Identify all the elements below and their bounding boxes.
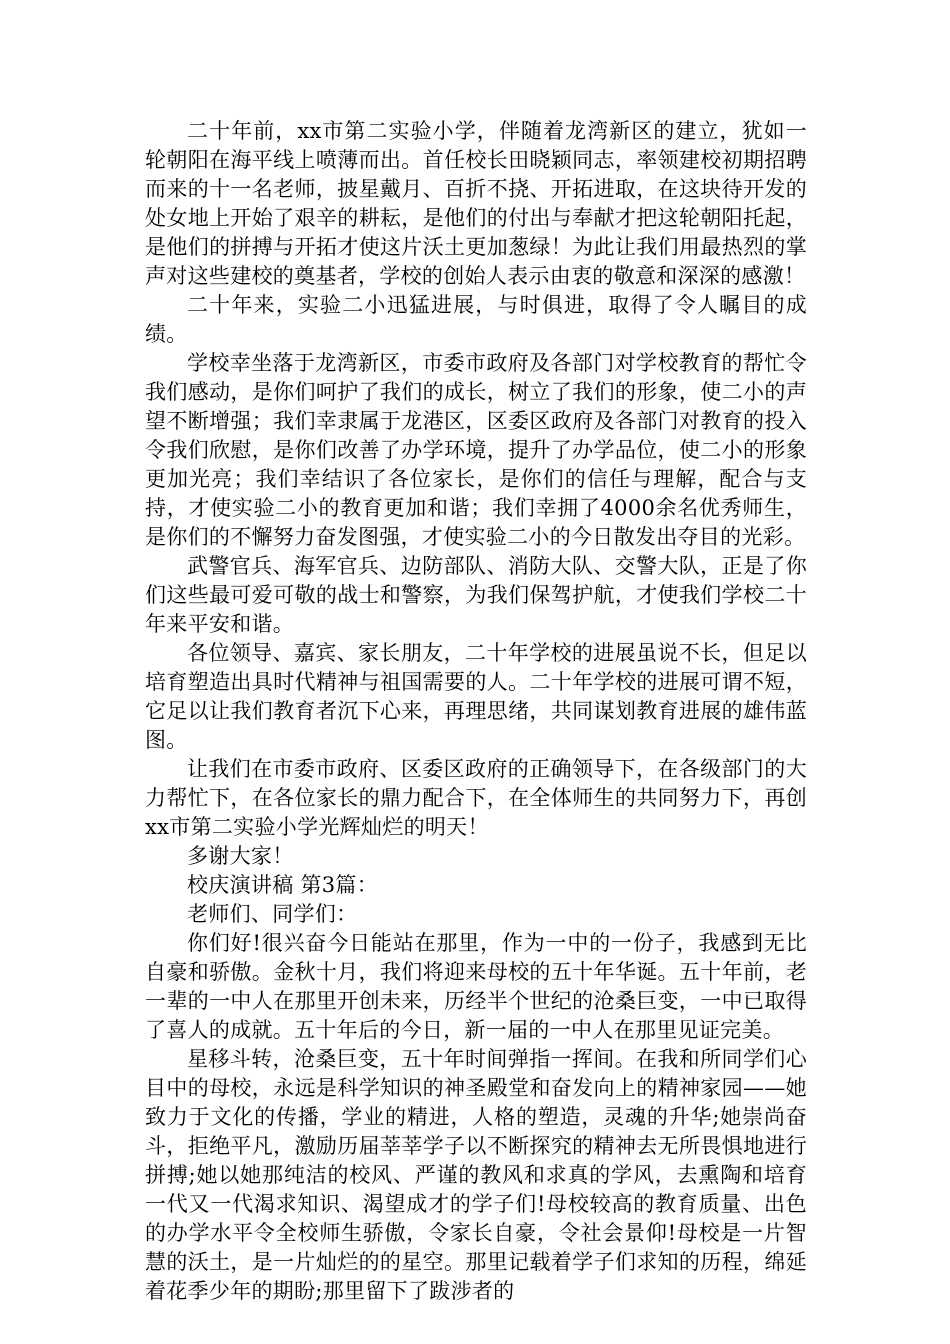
- paragraph: 你们好!很兴奋今日能站在那里，作为一中的一份子，我感到无比自豪和骄傲。金秋十月，我们将迎来母校的五十年华诞。五十年前，老一辈的一中人在那里开创未来，历经半个世纪的沧桑巨变，一中已取得了喜人的成就。五十年后的今日，新一届的一中人在那里见证完美。: [145, 931, 807, 1042]
- paragraph: 二十年前，xx市第二实验小学，伴随着龙湾新区的建立，犹如一轮朝阳在海平线上喷薄而出。首任校长田晓颖同志，率领建校初期招聘而来的十一名老师，披星戴月、百折不挠、开拓进取，在这块待开发的处女地上开始了艰辛的耕耘，是他们的付出与奉献才把这轮朝阳托起，是他们的拼搏与开拓才使这片沃土更加葱绿！为此让我们用最热烈的掌声对这些建校的奠基者，学校的创始人表示由衷的敬意和深深的感激！: [145, 119, 807, 288]
- document-body: [145, 117, 807, 1306]
- salutation: 老师们、同学们：: [187, 902, 358, 926]
- section-heading: 校庆演讲稿 第3篇：: [187, 873, 379, 897]
- paragraph: 各位领导、嘉宾、家长朋友，二十年学校的进展虽说不长，但足以培育塑造出具时代精神与祖国需要的人。二十年学校的进展可谓不短，它足以让我们教育者沉下心来，再理思绪，共同谋划教育进展的雄伟蓝图。: [145, 641, 807, 752]
- paragraph: 星移斗转，沧桑巨变，五十年时间弹指一挥间。在我和所同学们心目中的母校，永远是科学知识的神圣殿堂和奋发向上的精神家园——她致力于文化的传播，学业的精进，人格的塑造，灵魂的升华;她崇尚奋斗，拒绝平凡，激励历届莘莘学子以不断探究的精神去无所畏惧地进行拼搏;她以她那纯洁的校风、严谨的教风和求真的学风，去熏陶和培育一代又一代渴求知识、渴望成才的学子们!母校较高的教育质量、出色的办学水平令全校师生骄傲，令家长自豪，令社会景仰!母校是一片智慧的沃土，是一片灿烂的的星空。那里记载着学子们求知的历程，绵延着花季少年的期盼;那里留下了跋涉者的: [145, 1047, 807, 1303]
- paragraph: 二十年来，实验二小迅猛进展，与时俱进，取得了令人瞩目的成绩。: [145, 293, 807, 346]
- paragraph: 让我们在市委市政府、区委区政府的正确领导下，在各级部门的大力帮忙下，在各位家长的鼎力配合下，在全体师生的共同努力下，再创xx市第二实验小学光辉灿烂的明天！: [145, 757, 807, 839]
- paragraph: 学校幸坐落于龙湾新区，市委市政府及各部门对学校教育的帮忙令我们感动，是你们呵护了我们的成长，树立了我们的形象，使二小的声望不断增强；我们幸隶属于龙港区，区委区政府及各部门对教育的投入令我们欣慰，是你们改善了办学环境，提升了办学品位，使二小的形象更加光亮；我们幸结识了各位家长，是你们的信任与理解，配合与支持，才使实验二小的教育更加和谐；我们幸拥了4000余名优秀师生，是你们的不懈努力奋发图强，才使实验二小的今日散发出夺目的光彩。: [145, 351, 807, 549]
- paragraph: 武警官兵、海军官兵、边防部队、消防大队、交警大队，正是了你们这些最可爱可敬的战士和警察，为我们保驾护航，才使我们学校二十年来平安和谐。: [145, 554, 807, 636]
- closing-line: 多谢大家！: [187, 844, 294, 868]
